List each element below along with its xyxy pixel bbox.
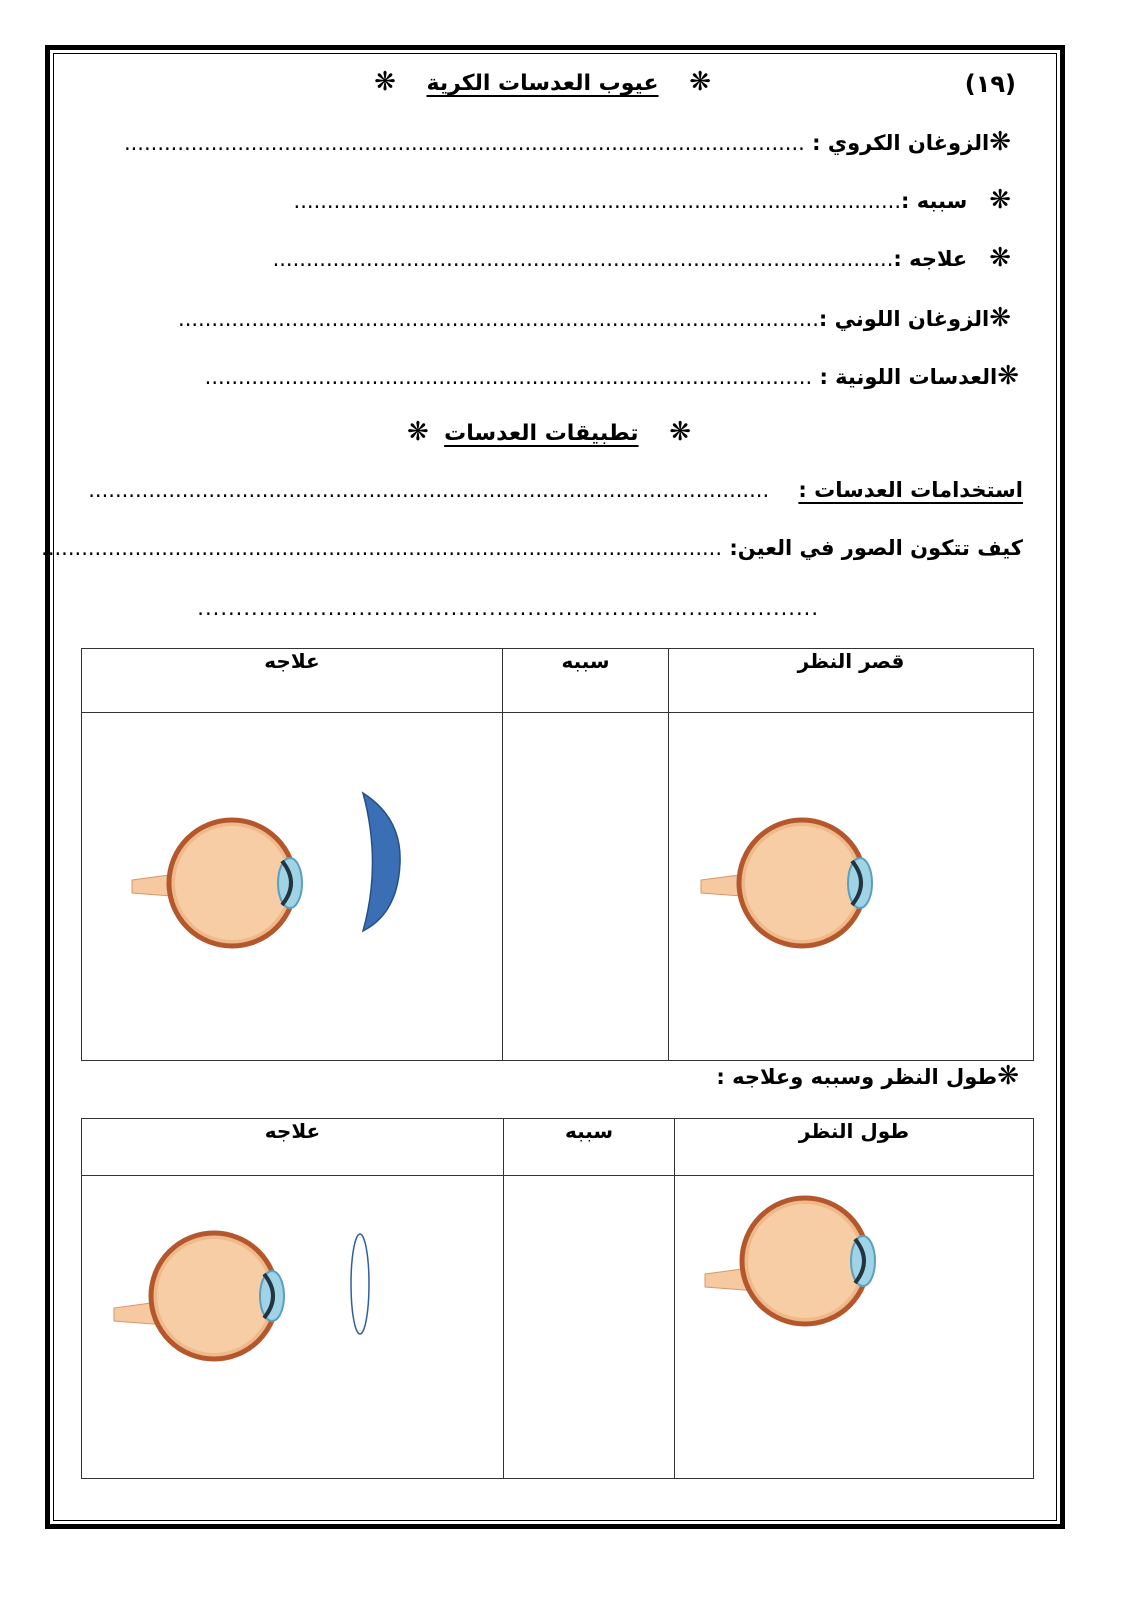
image-formation-label: كيف تتكون الصور في العين:	[729, 536, 1023, 560]
star-icon: ❋	[669, 417, 691, 447]
image-formation-line	[41, 534, 1023, 562]
eyeball-icon	[132, 820, 302, 946]
answer-dots: .................................................................................	[352, 247, 894, 271]
chromatic-aberration-line: ❋الزوغان اللوني :................................................................................................	[178, 303, 1011, 333]
hyperopia-cause-cell	[504, 1176, 675, 1479]
answer-dots: ......................................................................................................	[41, 536, 723, 560]
hyperopia-eye-diagram	[675, 1176, 1034, 1478]
answer-dots: .................................................................................	[278, 307, 819, 331]
myopia-cause-cell	[503, 713, 669, 1061]
continuation-line	[197, 594, 819, 622]
chromatic-aberration-label: الزوغان اللوني :	[818, 307, 990, 331]
star-icon: ❋	[989, 243, 1011, 273]
hyperopia-cause-header: سببه	[504, 1119, 675, 1176]
myopia-condition-cell	[669, 713, 1034, 1061]
answer-dots: ......................................................................................................	[88, 478, 770, 502]
answer-dots: ......................................................................................................	[123, 131, 805, 155]
star-icon: ❋	[689, 67, 711, 97]
myopia-cause-header: سببه	[503, 649, 669, 713]
answer-dots: .................................................................................	[360, 189, 902, 213]
myopia-table	[81, 648, 1034, 1061]
cause-line: ❋ سببه :...........................................................................................	[293, 185, 1011, 215]
page-number: (١٩)	[964, 70, 1016, 98]
cause-label: سببه :	[901, 189, 968, 213]
eyeball-icon	[114, 1233, 284, 1359]
hyperopia-table	[81, 1118, 1034, 1479]
section-title-row	[407, 418, 691, 448]
hyperopia-heading: طول النظر وسببه وعلاجه :	[716, 1065, 998, 1089]
section-title: تطبيقات العدسات	[444, 421, 639, 446]
treatment-line: ❋ علاجه :.............................................................................................	[272, 243, 1011, 273]
hyperopia-condition-header: طول النظر	[675, 1119, 1034, 1176]
myopia-condition-header: قصر النظر	[669, 649, 1034, 713]
hyperopia-treatment-cell	[82, 1176, 504, 1479]
star-icon: ❋	[989, 185, 1011, 215]
eyeball-icon	[701, 820, 872, 946]
answer-dots: .................................................................................	[197, 596, 819, 620]
convex-lens-icon	[351, 1234, 369, 1334]
myopia-treatment-diagram	[82, 713, 503, 1060]
myopia-treatment-cell	[82, 713, 503, 1061]
star-icon: ❋	[406, 417, 429, 447]
star-icon: ❋	[374, 67, 396, 97]
treatment-label: علاجه :	[893, 247, 968, 271]
hyperopia-heading-line	[716, 1062, 1019, 1091]
star-icon: ❋	[989, 303, 1011, 333]
myopia-eye-diagram	[669, 713, 1034, 1060]
lens-uses-line	[88, 476, 1023, 504]
spherical-aberration-label: الزوغان الكروي :	[812, 131, 990, 155]
spherical-aberration-line	[124, 128, 1011, 157]
eyeball-icon	[705, 1198, 875, 1324]
concave-lens-icon	[363, 793, 400, 931]
page-title-row	[374, 68, 711, 98]
myopia-treatment-header: علاجه	[82, 649, 503, 713]
page-title: عيوب العدسات الكرية	[426, 71, 659, 96]
hyperopia-treatment-diagram	[82, 1176, 504, 1478]
achromatic-lenses-label: العدسات اللونية :	[819, 365, 998, 389]
achromatic-lenses-line: ❋العدسات اللونية : ...........................................................................................	[204, 361, 1019, 391]
answer-dots: .................................................................................	[271, 365, 813, 389]
star-icon: ❋	[989, 127, 1011, 157]
star-icon: ❋	[997, 361, 1019, 391]
hyperopia-condition-cell	[675, 1176, 1034, 1479]
lens-uses-label: استخدامات العدسات :	[798, 478, 1023, 502]
star-icon: ❋	[997, 1061, 1019, 1091]
hyperopia-treatment-header: علاجه	[82, 1119, 504, 1176]
